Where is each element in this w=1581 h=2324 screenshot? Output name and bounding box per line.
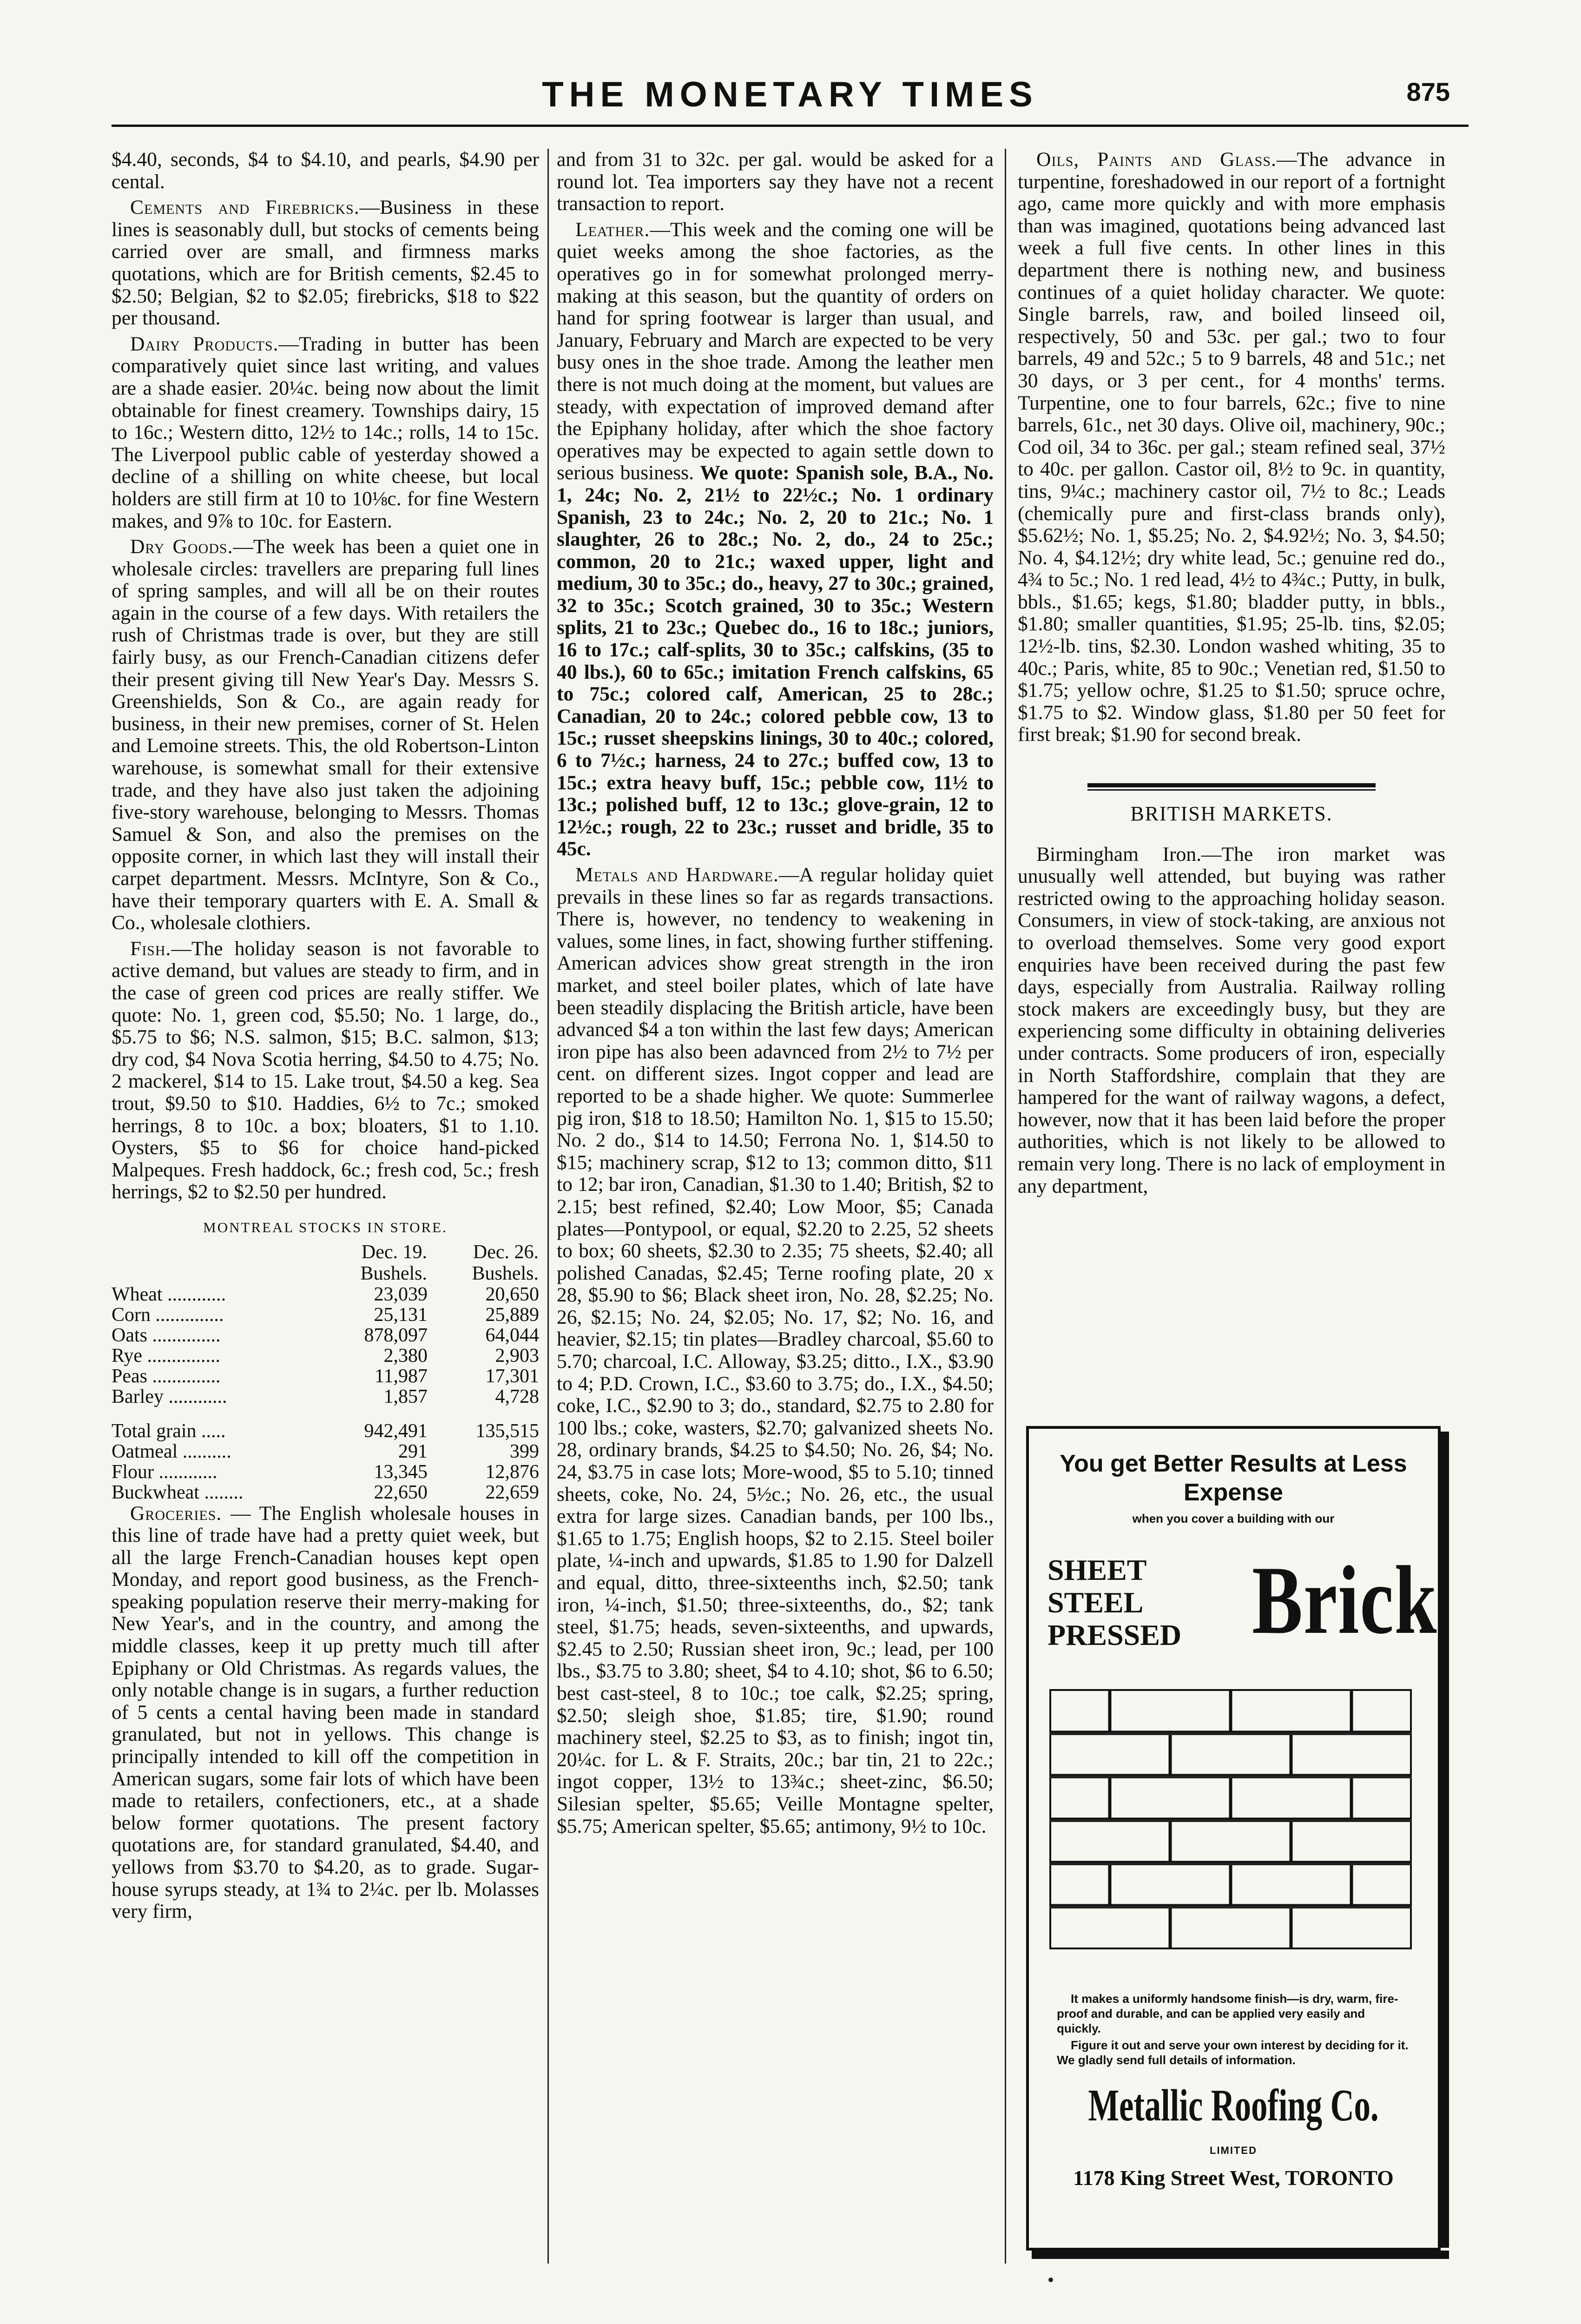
ad-word: PRESSED [1047, 1618, 1182, 1651]
advertisement-metallic-roofing [1026, 1426, 1441, 2251]
leather-quotations: We quote: Spanish sole, B.A., No. 1, 24c; No. 2, 21½ to 22½c.; No. 1 ordinary Spanish, 23 to 24c.; No. 2, 20 to 21c.; No. 1 slaughter, 26 to 28c.; No. 2, do., 24 to 25c.; common, 20 to 21c.; waxed upper, light and medium, 30 to 35c.; do., heavy, 27 to 30c.; grained, 32 to 35c.; Scotch grained, 30 to 35c.; Western splits, 21 to 23c.; Quebec do., 16 to 18c.; juniors, 16 to 17c.; calf-splits, 30 to 35c.; calfskins, (35 to 40 lbs.), 60 to 65c.; imitation French calfskins, 65 to 75c.; colored calf, American, 25 to 28c.; Canadian, 20 to 24c.; colored pebble cow, 13 to 15c.; russet sheepskins linings, 30 to 40c.; colored, 6 to 7½c.; harness, 24 to 27c.; buffed cow, 13 to 15c.; extra heavy buff, 15c.; pebble cow, 11½ to 13c.; polished buff, 12 to 13c.; glove-grain, 12 to 12½c.; rough, 22 to 23c.; russet and bridle, 35 to 45c. [557, 462, 994, 860]
ad-address: 1178 King Street West, TORONTO [1073, 2166, 1394, 2190]
ad-blurb-line: It makes a uniformly handsome finish—is dry, warm, fire-proof and durable, and can be applied very easily and quickly. [1057, 1992, 1398, 2035]
row-label: Buckwheat ........ [112, 1481, 244, 1503]
ink-speck [1048, 2278, 1053, 2282]
cell: 878,097 [364, 1324, 428, 1346]
section-head-dry-goods: Dry Goods. [130, 535, 233, 558]
ad-blurb-line: Figure it out and serve your own interest by deciding for it. We gladly send full details of information. [1057, 2038, 1409, 2067]
row-label: Rye ............... [112, 1345, 220, 1367]
paragraph-dairy [112, 333, 539, 532]
column-2 [557, 149, 994, 2287]
ad-sheet-steel-pressed [1047, 1554, 1181, 1651]
paragraph-leather [557, 219, 994, 860]
table-row [112, 1386, 539, 1407]
paragraph-metals [557, 864, 994, 1837]
ad-brick-word: Brick [1252, 1546, 1438, 1654]
section-head-groceries: Groceries. [130, 1502, 222, 1525]
section-body: —Trading in butter has been comparatively quiet since last writing, and values are a shade easier. 20¼c. being now about the limit obtainable for finest creamery. Townships dairy, 15 to 16c.; Western ditto, 12½ to 14c.; rolls, 14 to 15c. The Liverpool public cable of yesterday showed a decline of a shilling on white cheese, but local holders are still firm at 10 to 10⅛c. for fine Western makes, and 9⅞ to 10c. for Eastern. [112, 332, 539, 532]
table-spacer [112, 1407, 539, 1421]
cell: 2,380 [383, 1345, 428, 1367]
cell: 23,039 [374, 1283, 428, 1305]
paragraph-intro: $4.40, seconds, $4 to $4.10, and pearls, $4.90 per cental. [112, 149, 539, 193]
cell: 20,650 [485, 1283, 539, 1305]
row-label: Oats .............. [112, 1324, 221, 1346]
cell: 22,650 [374, 1481, 428, 1503]
column-divider [1005, 149, 1006, 2264]
section-head-oils: Oils, Paints and Glass. [1036, 149, 1277, 171]
row-label: Wheat ............ [112, 1283, 226, 1305]
cell: 64,044 [485, 1324, 539, 1346]
column-divider [547, 149, 549, 2264]
paragraph-fish [112, 938, 539, 1203]
table-row [112, 1346, 539, 1366]
paragraph-groceries [112, 1503, 539, 1923]
masthead-rule [112, 125, 1469, 127]
brick-wall-illustration [1049, 1689, 1412, 1949]
table-row [112, 1284, 539, 1305]
paragraph-cements [112, 197, 539, 330]
section-head-cements: Cements and Firebricks. [130, 196, 360, 219]
row-label: Oatmeal .......... [112, 1440, 231, 1462]
table-row [112, 1482, 539, 1503]
section-head-metals: Metals and Hardware. [575, 864, 779, 886]
paragraph-dry-goods [112, 536, 539, 934]
paragraph-british: Birmingham Iron.—The iron market was unusually well attended, but buying was rather restricted owing to the approaching holiday season. Consumers, in view of stock-taking, are anxious not to overload themselves. Some very good export enquiries have been received during the past few days, especially from Australia. Railway rolling stock makers are exceedingly busy, but they are experiencing some difficulty in obtaining deliveries under contracts. Some producers of iron, especially in North Staffordshire, complain that they are hampered for the want of railway wagons, a defect, however, now that it has been laid before the proper authorities, which is not likely to be allowed to remain very long. There is no lack of employment in any department, [1018, 843, 1445, 1197]
row-label: Peas .............. [112, 1365, 221, 1387]
section-body: —The week has been a quiet one in wholesale circles: travellers are preparing full lines of spring samples, and will all be on their routes again in the course of a few days. With retailers the rush of Christmas trade is over, but they are still fairly busy, as our French-Canadian citizens defer their present giving till New Year's Day. Messrs S. Greenshields, Son & Co., are again ready for business, in their new premises, corner of St. Helen and Lemoine streets. This, the old Robertson-Linton warehouse, is somewhat small for their extensive trade, and they have also just taken the adjoining five-story warehouse, belonging to Messrs. Thomas Samuel & Son, and also the premises on the opposite corner, in which last they will install their carpet department. Messrs. McIntyre, Son & Co., have their temporary quarters with E. A. Small & Co., wholesale clothiers. [112, 535, 539, 934]
section-body: — The English wholesale houses in this line of trade have had a pretty quiet week, but all the large French-Canadian houses kept open Monday, and report good business, as the French-speaking population reserve their merry-making for New Year's, and in the country, and among the middle classes, keep it up pretty much till after Epiphany or Old Christmas. As regards values, the only notable change is in sugars, a further reduction of 5 cents a cental having been made in standard granulated, but not in yellows. This change is principally intended to kill off the competition in American sugars, some fair lots of which have been made to retailers, confectioners, etc., at a shade below former quotations. The present factory quotations are, for standard granulated, $4.40, and yellows from $3.70 to $4.20, as to grade. Sugar-house syrups steady, at 1¾ to 2¼c. per lb. Molasses very firm, [112, 1502, 539, 1923]
column-units: Bushels. [472, 1262, 539, 1284]
cell: 22,659 [485, 1481, 539, 1503]
ad-limited: LIMITED [1210, 2145, 1257, 2156]
row-label: Corn .............. [112, 1304, 224, 1326]
row-label: Barley ............ [112, 1386, 227, 1407]
masthead [102, 70, 1478, 135]
row-label: Total grain ..... [112, 1420, 226, 1442]
cell: 291 [398, 1440, 428, 1462]
column-header: Dec. 26. [473, 1241, 539, 1263]
section-body: —The holiday season is not favorable to active demand, but values are steady to firm, and in the case of green cod prices are really stiffer. We quote: No. 1, green cod, $5.50; No. 1 large, do., $5.75 to $6; N.S. salmon, $15; B.C. salmon, $13; dry cod, $4 Nova Scotia herring, $4.50 to 4.75; No. 2 mackerel, $14 to 15. Lake trout, $4.50 a keg. Sea trout, $9.50 to $10. Haddies, 6½ to 7c.; smoked herrings, 8 to 10c. a box; bloaters, $1 to 1.10. Oysters, $5 to $6 for choice hand-picked Malpeques. Fresh haddock, 6c.; fresh cod, 5c.; fresh herrings, $2 to $2.50 per hundred. [112, 937, 539, 1203]
metals-quotations: We quote: Summerlee pig iron, $18 to 18.50; Hamilton No. 1, $15 to 15.50; No. 2 do., $14 to 14.50; Ferrona No. 1, $14.50 to $15; machinery scrap, $12 to 13; common ditto, $11 to 12; bar iron, Canadian, $1.30 to 1.40; British, $2 to 2.15; best refined, $2.40; Low Moor, $5; Canada plates—Pontypool, or equal, $2.20 to 2.25, 52 sheets to box; 60 sheets, $2.30 to 2.35; 75 sheets, $2.40; all polished Canadas, $2.45; Terne roofing plate, 20 x 28, $5.90 to $6; Black sheet iron, No. 28, $2.25; No. 26, $2.15; No. 24, $2.05; No. 17, $2; No. 16, and heavier, $2.15; tin plates—Bradley charcoal, $5.60 to 5.70; charcoal, I.C. Alloway, $3.25; ditto., I.X., $3.90 to 4; P.D. Crown, I.C., $3.60 to 3.75; do., I.X., $4.50; coke, I.C., $2.90 to 3; do., standard, $2.75 to 2.80 for 100 lbs.; coke, wasters, $2.70; galvanized sheets No. 28, ordinary brands, $4.25 to $4.50; No. 26, $4; No. 24, $3.75 in case lots; More-wood, $5 to 5.10; tinned sheets, coke, No. 24, 5½c.; No. 26, etc., the usual extra for large sizes. Canadian bands, per 100 lbs., $1.65 to 1.75; English hoops, $2 to 2.15. Steel boiler plate, ¼-inch and upwards, $1.85 to 1.90 for Dalzell and equal, ditto, three-sixteenths inch, $2.50; tank iron, ¼-inch, $1.50; three-sixteenths, do., $2; tank steel, $1.75; heads, seven-sixteenths, and upwards, $2.45 to 2.50; Russian sheet iron, 9c.; lead, per 100 lbs., $3.75 to 3.80; sheet, $4 to 4.10; shot, $6 to 6.50; best cast-steel, 8 to 10c.; toe calk, $2.25; spring, $2.50; sleigh shoe, $1.85; tire, $1.90; round machinery steel, $2.25 to $3, as to finish; ingot tin, 20¼c. for L. & F. Straits, 20c.; bar tin, 21 to 22c.; ingot copper, 13½ to 13¾c.; sheet-zinc, $6.50; Silesian spelter, $5.65; Veille Montagne spelter, $5.75; American spelter, $5.65; antimony, 9½ to 10c. [557, 1084, 994, 1837]
paragraph-oils [1018, 149, 1445, 746]
table-row [112, 1305, 539, 1325]
ad-shadow [1032, 2251, 1449, 2259]
column-1 [112, 149, 539, 2287]
table-row [112, 1441, 539, 1462]
ad-company-name: Metallic Roofing Co. [1088, 2080, 1379, 2131]
ad-shadow [1441, 1432, 1449, 2248]
section-divider [1087, 783, 1376, 791]
section-head-leather: Leather. [575, 218, 650, 241]
cell: 25,889 [485, 1304, 539, 1326]
british-markets-heading: BRITISH MARKETS. [1130, 802, 1333, 825]
ad-subline: when you cover a building with our [1132, 1512, 1335, 1525]
cell: 17,301 [485, 1365, 539, 1387]
ad-product-name [1029, 1540, 1438, 1679]
stocks-table [112, 1241, 539, 1503]
cell: 135,515 [475, 1420, 539, 1442]
section-body: —This week and the coming one will be quiet weeks among the shoe factories, as the operatives go in for somewhat prolonged merry-making at this season, but the quantity of orders on hand for spring footwear is larger than usual, and January, February and March are expected to be very busy ones in the shoe trade. Among the leather men there is not much doing at the moment, but values are steady, with expectation of improved demand after the Epiphany holiday, after which the shoe factory operatives may be expected to again settle down to serious business. [557, 218, 994, 484]
ad-word: STEEL [1047, 1586, 1144, 1619]
ad-headline: You get Better Results at Less Expense [1060, 1450, 1407, 1506]
cell: 11,987 [375, 1365, 428, 1387]
table-header-row [112, 1241, 539, 1263]
stocks-table-title: MONTREAL STOCKS IN STORE. [203, 1219, 448, 1235]
page-number: 875 [1406, 77, 1450, 106]
cell: 1,857 [383, 1386, 428, 1407]
cell: 399 [510, 1440, 539, 1462]
section-head-dairy: Dairy Products. [130, 332, 279, 355]
section-body: —Business in these lines is seasonably dull, but stocks of cements being carried over are small, and firmness marks quotations, which are for British cements, $2.45 to $2.50; Belgian, $2 to $2.05; firebricks, $18 to $22 per thousand. [112, 196, 539, 330]
table-row [112, 1366, 539, 1386]
cell: 12,876 [485, 1461, 539, 1483]
paragraph-continued: and from 31 to 32c. per gal. would be asked for a round lot. Tea importers say they have not a recent transaction to report. [557, 149, 994, 215]
ad-word: SHEET [1047, 1553, 1147, 1586]
table-row [112, 1325, 539, 1346]
ad-blurb [1057, 1991, 1410, 2069]
table-row [112, 1421, 539, 1441]
table-row [112, 1462, 539, 1482]
column-header: Dec. 19. [361, 1241, 427, 1263]
section-head-fish: Fish. [130, 937, 171, 960]
cell: 13,345 [374, 1461, 428, 1483]
section-body: —A regular holiday quiet prevails in these lines so far as regards transactions. There is, however, no tendency to weakening in values, some lines, in fact, showing further stiffening. American advices show great strength in the iron market, and steel boiler plates, which of late have been steadily displacing the British article, have been advanced $4 a ton within the last few days; American iron pipe has also been adavnced from 2½ to 7½ per cent. on different sizes. Ingot copper and lead are reported to be a shade higher. [557, 864, 994, 1107]
column-units: Bushels. [360, 1262, 427, 1284]
cell: 25,131 [374, 1304, 428, 1326]
row-label: Flour ............ [112, 1461, 217, 1483]
table-units-row [112, 1263, 539, 1284]
newspaper-title: THE MONETARY TIMES [542, 75, 1038, 114]
section-body: —The advance in turpentine, foreshadowed in our report of a fortnight ago, came more quickly and with more emphasis than was imagined, quotations being advanced last week a full five cents. In other lines in this department there is nothing new, and business continues of a quiet holiday character. We quote: Single barrels, raw, and boiled linseed oil, respectively, 50 and 53c. per gal.; two to four barrels, 49 and 52c.; 5 to 9 barrels, 48 and 51c.; net 30 days, or 3 per cent., for 4 months' terms. Turpentine, one to four barrels, 62c.; five to nine barrels, 61c., net 30 days. Olive oil, machinery, 90c.; Cod oil, 34 to 36c. per gal.; steam refined seal, 37½ to 40c. per gallon. Castor oil, 8½ to 9c. in quantity, tins, 9¼c.; machinery castor oil, 7½ to 8c.; Leads (chemically pure and first-class brands only), $5.62½; No. 1, $5.25; No. 2, $4.92½; No. 3, $4.50; No. 4, $4.12½; dry white lead, 5c.; genuine red do., 4¾ to 5c.; No. 1 red lead, 4½ to 4¾c.; Putty, in bulk, bbls., $1.65; kegs, $1.80; bladder putty, in bbls., $1.80; smaller quantities, $1.95; 25-lb. tins, $2.05; 12½-lb. tins, $2.30. London washed whiting, 35 to 40c.; Paris, white, 85 to 90c.; Venetian red, $1.50 to $1.75; yellow ochre, $1.25 to $1.50; spruce ochre, $1.75 to $2. Window glass, $1.80 per 50 feet for first break; $1.90 for second break. [1018, 149, 1445, 746]
cell: 4,728 [495, 1386, 539, 1407]
cell: 2,903 [495, 1345, 539, 1367]
cell: 942,491 [364, 1420, 428, 1442]
